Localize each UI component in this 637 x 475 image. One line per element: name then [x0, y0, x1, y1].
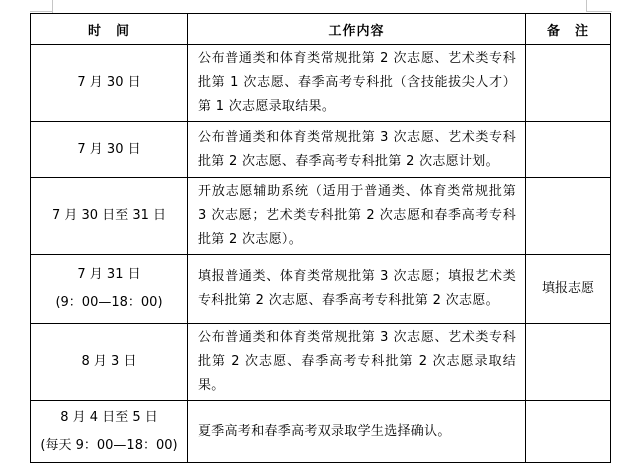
content-text: 开放志愿辅助系统（适用于普通类、体育类常规批第 3 次志愿；艺术类专科批第 2 次志愿和春季高考专科批第 2 次志愿）。	[198, 184, 516, 247]
header-note: 备 注	[526, 14, 611, 45]
content-cell	[188, 178, 526, 255]
note-cell	[526, 255, 611, 324]
time-text: 7 月 30 日至 31 日	[51, 208, 167, 223]
table-row	[31, 255, 611, 324]
text-boundary-mark-top-left-horizontal	[30, 11, 53, 12]
content-cell	[188, 122, 526, 178]
note-cell	[526, 45, 611, 122]
content-cell	[188, 255, 526, 324]
table-row	[31, 324, 611, 401]
content-text: 夏季高考和春季高考双录取学生选择确认。	[198, 423, 451, 439]
table-header-row	[31, 14, 611, 45]
note-text: 填报志愿	[541, 281, 594, 296]
header-content: 工作内容	[188, 14, 526, 45]
time-text: 8 月 3 日	[81, 354, 137, 369]
time-text: 7 月 30 日	[77, 141, 141, 157]
content-text: 公布普通类和体育类常规批第 3 次志愿、艺术类专科批第 2 次志愿、春季高考专科批第 2 次志愿录取结果。	[198, 330, 516, 393]
time-cell	[31, 324, 188, 401]
table-row	[31, 178, 611, 255]
table-row	[31, 122, 611, 178]
note-cell	[526, 122, 611, 178]
content-text: 公布普通类和体育类常规批第 3 次志愿、艺术类专科批第 2 次志愿、春季高考专科批第 2 次志愿计划。	[198, 129, 516, 169]
content-text: 填报普通类、体育类常规批第 3 次志愿；填报艺术类专科批第 2 次志愿、春季高考专科批第 2 次志愿。	[198, 269, 516, 308]
note-cell	[526, 178, 611, 255]
time-cell	[31, 45, 188, 122]
time-cell	[31, 401, 188, 463]
time-cell	[31, 255, 188, 324]
header-time: 时 间	[31, 14, 188, 45]
time-cell	[31, 122, 188, 178]
note-cell	[526, 401, 611, 463]
content-cell	[188, 401, 526, 463]
time-text: 7 月 31 日	[77, 267, 141, 282]
time-text: 7 月 30 日	[77, 75, 141, 90]
admission-schedule-table	[30, 13, 611, 463]
content-cell	[188, 324, 526, 401]
time-text: 8 月 4 日至 5 日	[60, 409, 158, 425]
time-range-text: (9：00—18：00)	[55, 295, 163, 310]
content-text: 公布普通类和体育类常规批第 2 次志愿、艺术类专科批第 1 次志愿、春季高考专科批（含技能拔尖人才）第 1 次志愿录取结果。	[198, 51, 516, 114]
time-range-text: (每天 9：00—18：00)	[40, 437, 178, 453]
table-row	[31, 45, 611, 122]
content-cell	[188, 45, 526, 122]
time-cell	[31, 178, 188, 255]
table-row	[31, 401, 611, 463]
note-cell	[526, 324, 611, 401]
text-boundary-mark-top-right-horizontal	[586, 11, 612, 12]
